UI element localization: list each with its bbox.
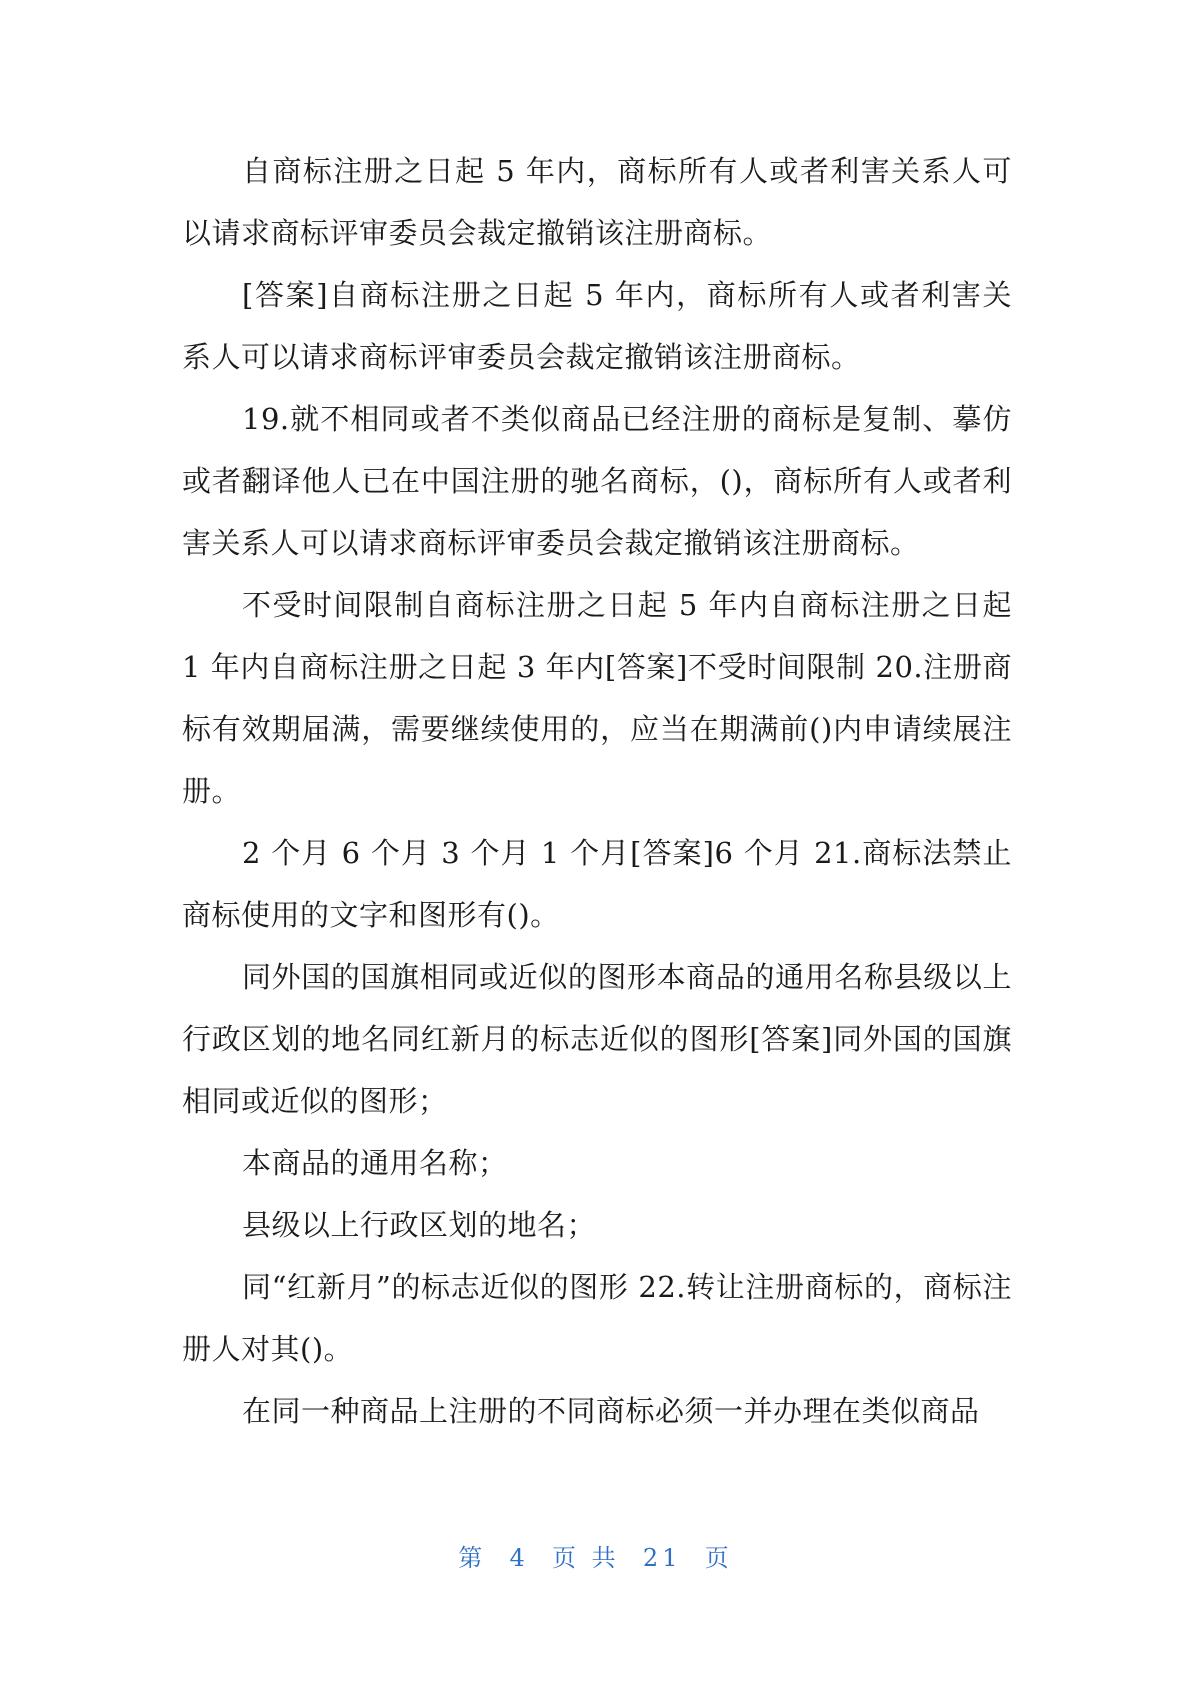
paragraph: [答案]自商标注册之日起 5 年内，商标所有人或者利害关系人可以请求商标评审委员会裁定撤销该注册商标。: [182, 278, 1012, 374]
paragraph: 本商品的通用名称；: [242, 1146, 508, 1180]
paragraph: 2 个月 6 个月 3 个月 1 个月[答案]6 个月 21.商标法禁止商标使用的文字和图形有()。: [182, 836, 1012, 932]
paragraph: 在同一种商品上注册的不同商标必须一并办理在类似商品: [242, 1394, 980, 1428]
document-body: [182, 140, 1012, 1442]
page-number-text: 第 4 页 共 21 页: [458, 1544, 733, 1572]
paragraph: 自商标注册之日起 5 年内，商标所有人或者利害关系人可以请求商标评审委员会裁定撤销该注册商标。: [182, 154, 1012, 250]
paragraph: 县级以上行政区划的地名；: [242, 1208, 597, 1242]
paragraph: 不受时间限制自商标注册之日起 5 年内自商标注册之日起 1 年内自商标注册之日起 3 年内[答案]不受时间限制 20.注册商标有效期届满，需要继续使用的，应当在期满前()内申请续展注册。: [182, 588, 1012, 808]
paragraph: 同“红新月”的标志近似的图形 22.转让注册商标的，商标注册人对其()。: [182, 1270, 1012, 1366]
paragraph: 同外国的国旗相同或近似的图形本商品的通用名称县级以上行政区划的地名同红新月的标志近似的图形[答案]同外国的国旗相同或近似的图形；: [182, 960, 1012, 1118]
paragraph: 19.就不相同或者不类似商品已经注册的商标是复制、摹仿或者翻译他人已在中国注册的驰名商标，()，商标所有人或者利害关系人可以请求商标评审委员会裁定撤销该注册商标。: [182, 402, 1012, 560]
page-number-footer: [0, 1538, 1191, 1573]
